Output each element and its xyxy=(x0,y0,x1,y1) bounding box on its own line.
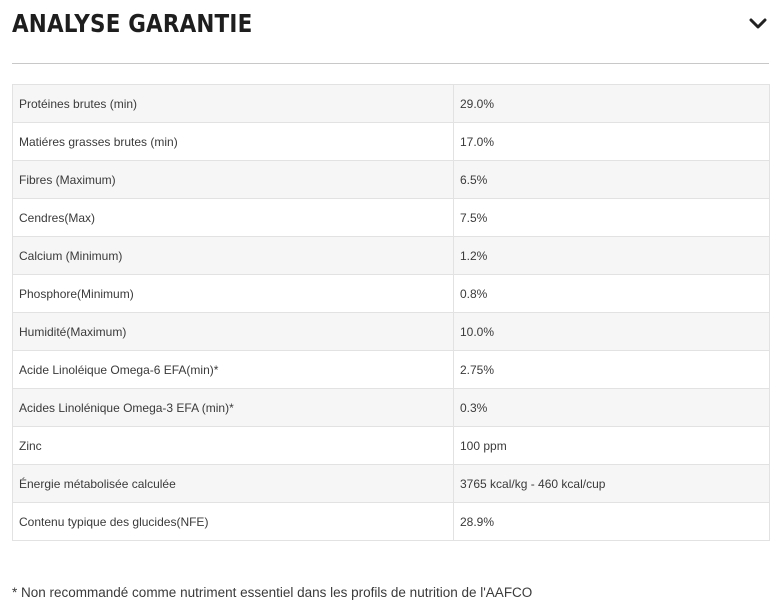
nutrient-value: 0.8% xyxy=(454,275,770,313)
nutrient-label: Matiéres grasses brutes (min) xyxy=(13,123,454,161)
table-row xyxy=(13,389,770,427)
nutrient-value: 10.0% xyxy=(454,313,770,351)
table-row xyxy=(13,427,770,465)
table-row xyxy=(13,275,770,313)
nutrient-label: Acide Linoléique Omega-6 EFA(min)* xyxy=(13,351,454,389)
section-title: ANALYSE GARANTIE xyxy=(12,9,253,38)
nutrient-value: 17.0% xyxy=(454,123,770,161)
table-row xyxy=(13,351,770,389)
nutrient-value: 3765 kcal/kg - 460 kcal/cup xyxy=(454,465,770,503)
table-row xyxy=(13,313,770,351)
guaranteed-analysis-table xyxy=(12,84,770,541)
nutrient-value: 1.2% xyxy=(454,237,770,275)
footnote: * Non recommandé comme nutriment essentiel dans les profils de nutrition de l'AAFCO xyxy=(12,585,533,600)
nutrient-label: Zinc xyxy=(13,427,454,465)
nutrient-label: Protéines brutes (min) xyxy=(13,85,454,123)
nutrient-value: 28.9% xyxy=(454,503,770,541)
table-row xyxy=(13,123,770,161)
nutrient-label: Acides Linolénique Omega-3 EFA (min)* xyxy=(13,389,454,427)
table-row xyxy=(13,465,770,503)
nutrient-label: Énergie métabolisée calculée xyxy=(13,465,454,503)
nutrient-label: Humidité(Maximum) xyxy=(13,313,454,351)
nutrient-label: Calcium (Minimum) xyxy=(13,237,454,275)
nutrient-label: Cendres(Max) xyxy=(13,199,454,237)
nutrient-value: 0.3% xyxy=(454,389,770,427)
nutrient-value: 29.0% xyxy=(454,85,770,123)
table-row xyxy=(13,503,770,541)
nutrient-value: 7.5% xyxy=(454,199,770,237)
nutrient-label: Fibres (Maximum) xyxy=(13,161,454,199)
nutrient-label: Contenu typique des glucides(NFE) xyxy=(13,503,454,541)
nutrient-value: 6.5% xyxy=(454,161,770,199)
table-row xyxy=(13,237,770,275)
table-row xyxy=(13,85,770,123)
nutrient-value: 100 ppm xyxy=(454,427,770,465)
nutrient-label: Phosphore(Minimum) xyxy=(13,275,454,313)
table-row xyxy=(13,199,770,237)
analysis-section-header[interactable] xyxy=(12,0,769,64)
chevron-down-icon[interactable] xyxy=(747,13,769,35)
nutrient-value: 2.75% xyxy=(454,351,770,389)
table-row xyxy=(13,161,770,199)
